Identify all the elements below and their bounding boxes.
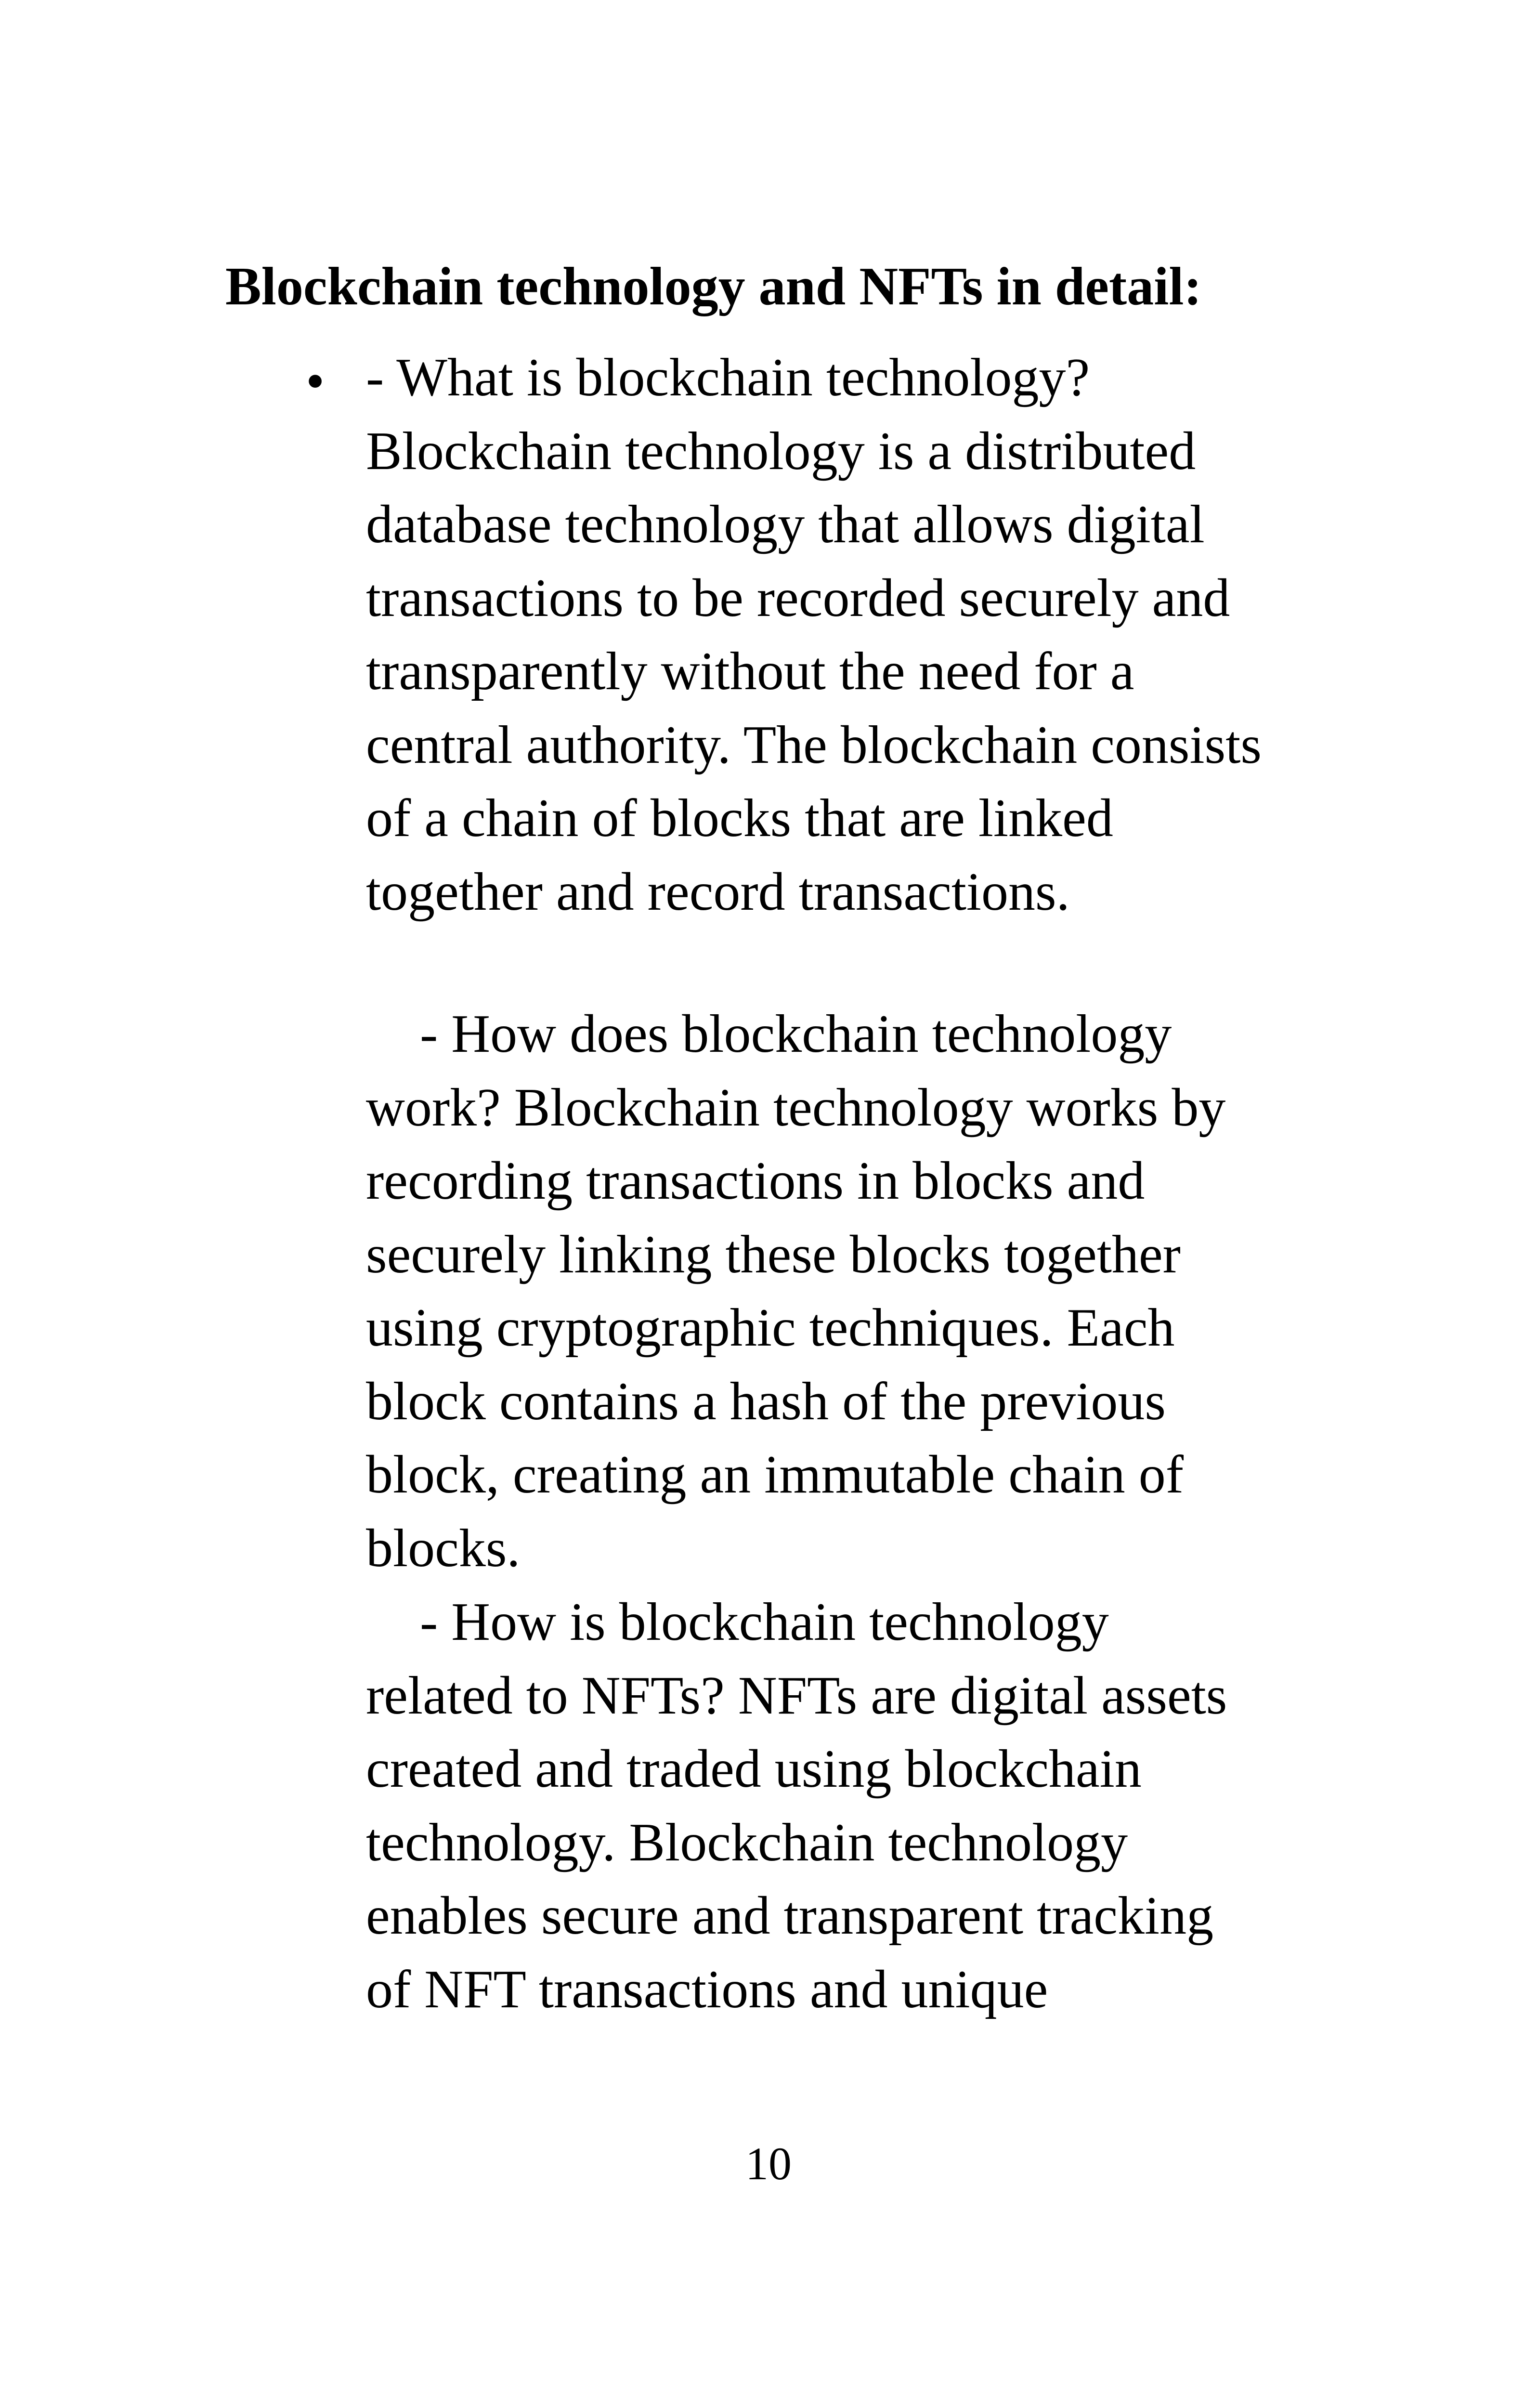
text-line: of NFT transactions and unique	[366, 1959, 1048, 2019]
paragraph-blockchain-and-nfts	[366, 1585, 1329, 2026]
text-line: - How does blockchain technology	[420, 1004, 1172, 1064]
text-line: recording transactions in blocks and	[366, 1151, 1145, 1211]
text-line: blocks.	[366, 1518, 521, 1578]
text-line: work? Blockchain technology works by	[366, 1077, 1226, 1138]
list-bullet: •	[306, 352, 325, 411]
text-line: database technology that allows digital	[366, 495, 1205, 554]
text-line: transactions to be recorded securely and	[366, 568, 1230, 628]
text-line: technology. Blockchain technology	[366, 1812, 1128, 1872]
text-line: enables secure and transparent tracking	[366, 1886, 1214, 1946]
text-line: created and traded using blockchain	[366, 1739, 1142, 1799]
text-line: together and record transactions.	[366, 862, 1070, 922]
text-line: Blockchain technology is a distributed	[366, 421, 1196, 481]
text-line: transparently without the need for a	[366, 641, 1134, 701]
text-line: block, creating an immutable chain of	[366, 1445, 1184, 1505]
text-line: - How is blockchain technology	[420, 1592, 1109, 1652]
paragraph-how-blockchain-works	[366, 997, 1329, 1585]
text-line: central authority. The blockchain consists	[366, 715, 1262, 775]
text-line: block contains a hash of the previous	[366, 1371, 1166, 1431]
text-line: of a chain of blocks that are linked	[366, 788, 1113, 848]
page-number: 10	[745, 2138, 792, 2189]
text-line: securely linking these blocks together	[366, 1224, 1181, 1284]
text-line: - What is blockchain technology?	[366, 348, 1090, 407]
section-heading: Blockchain technology and NFTs in detail:	[225, 257, 1202, 316]
text-line: related to NFTs? NFTs are digital assets	[366, 1665, 1227, 1726]
paragraph-what-is-blockchain	[366, 341, 1329, 929]
text-line: using cryptographic techniques. Each	[366, 1298, 1175, 1358]
